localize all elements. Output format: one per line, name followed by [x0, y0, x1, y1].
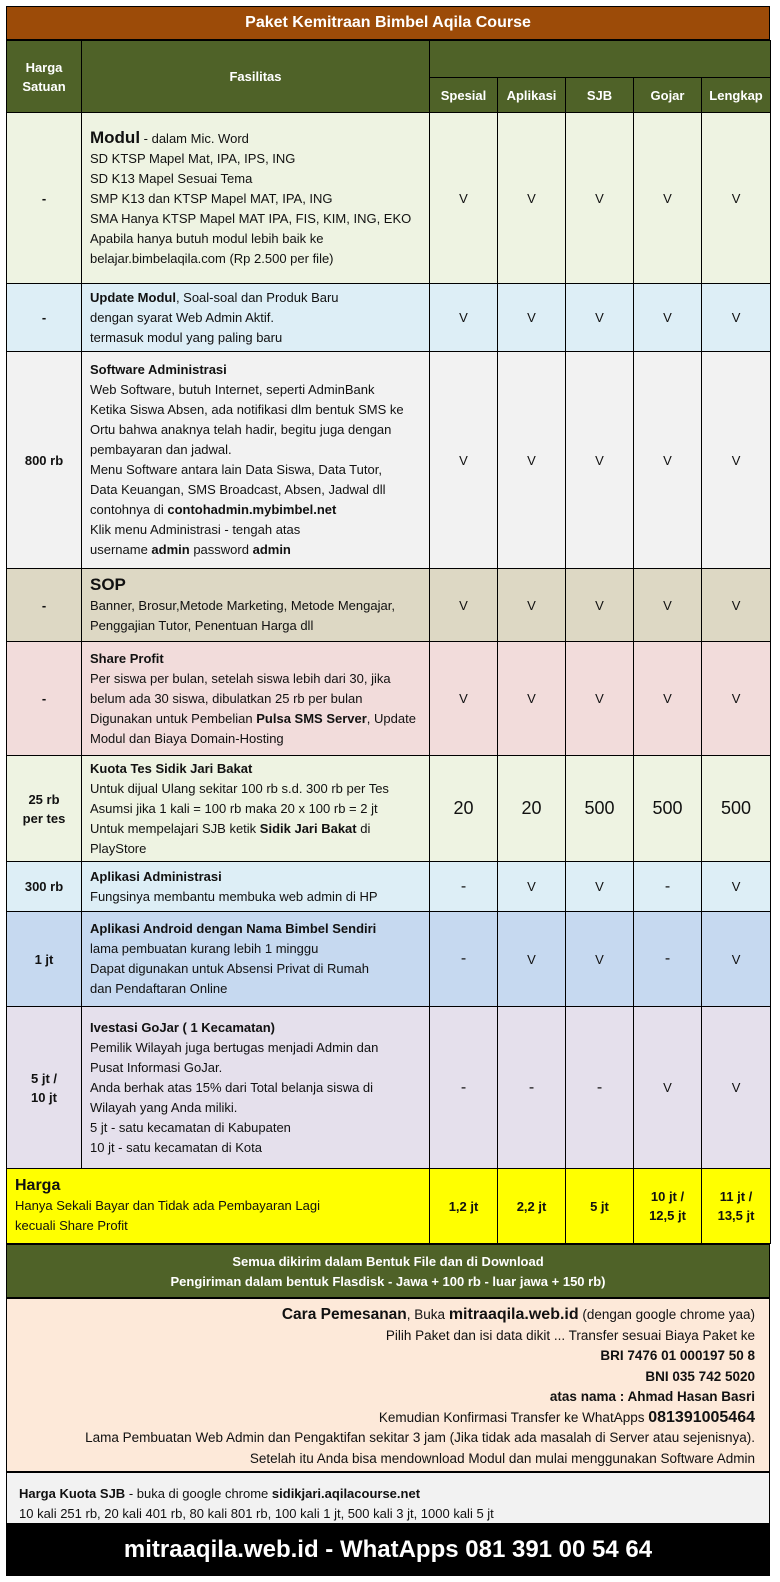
- shipping-info: Semua dikirim dalam Bentuk File dan di Download Pengiriman dalam bentuk Flasdisk - Jawa + 100 rb - luar jawa + 150 rb): [6, 1244, 770, 1298]
- header-harga-satuan: Harga Satuan: [7, 41, 82, 113]
- package-mark: -: [566, 1007, 634, 1169]
- unit-price: 800 rb: [7, 352, 82, 569]
- package-mark: V: [566, 569, 634, 642]
- demo-site-link[interactable]: contohadmin.mybimbel.net: [167, 502, 337, 517]
- package-mark: V: [430, 113, 498, 284]
- package-mark: V: [566, 284, 634, 352]
- package-price-lengkap: 11 jt / 13,5 jt: [702, 1169, 771, 1244]
- package-quota: 500: [634, 756, 702, 862]
- package-mark: -: [634, 862, 702, 912]
- facility-title: Share Profit: [90, 650, 164, 666]
- package-mark: V: [634, 1007, 702, 1169]
- demo-username: admin: [151, 542, 190, 557]
- package-mark: -: [430, 862, 498, 912]
- order-site-link[interactable]: mitraaqila.web.id: [448, 1306, 579, 1323]
- header-package-gojar: Gojar: [634, 78, 702, 113]
- table-row-sop: [7, 569, 771, 642]
- package-mark: V: [498, 113, 566, 284]
- facility-table: [6, 40, 771, 1244]
- unit-price: -: [7, 642, 82, 756]
- table-row-harga: [7, 1169, 771, 1244]
- facility-description: Ivestasi GoJar ( 1 Kecamatan) Pemilik Wilayah juga bertugas menjadi Admin dan Pusat Informasi GoJar. Anda berhak atas 15% dari Total belanja siswa di Wilayah yang Anda miliki. 5 jt - satu kecamatan di Kabupaten 10 jt - satu kecamatan di Kota: [82, 1007, 430, 1169]
- table-row-modul: [7, 113, 771, 284]
- unit-price: -: [7, 569, 82, 642]
- facility-description: Share Profit Per siswa per bulan, setelah siswa lebih dari 30, jika belum ada 30 siswa, dibulatkan 25 rb per bulan Digunakan untuk Pembelian Pulsa SMS Server, Update Modul dan Biaya Domain-Hosting: [82, 642, 430, 756]
- facility-title: Aplikasi Android dengan Nama Bimbel Sendiri: [90, 921, 377, 936]
- footer-contact: mitraaqila.web.id - WhatApps 081 391 00 54 64: [6, 1524, 770, 1576]
- package-mark: V: [498, 642, 566, 756]
- sheet-title: Paket Kemitraan Bimbel Aqila Course: [6, 6, 770, 40]
- facility-description: Software Administrasi Web Software, butuh Internet, seperti AdminBank Ketika Siswa Absen, ada notifikasi dlm bentuk SMS ke Ortu bahwa anaknya telah hadir, begitu juga dengan pembayaran dan jadwal. Menu Software antara lain Data Siswa, Data Tutor, Data Keuangan, SMS Broadcast, Absen, Jadwal dll contohnya di contohadmin.mybimbel.net Klik menu Administrasi - tengah atas username admin password admin: [82, 352, 430, 569]
- unit-price: 5 jt / 10 jt: [7, 1007, 82, 1169]
- unit-price: -: [7, 284, 82, 352]
- package-mark: -: [634, 912, 702, 1007]
- package-mark: V: [566, 352, 634, 569]
- kuota-price-list: 10 kali 251 rb, 20 kali 401 rb, 80 kali 801 rb, 100 kali 1 jt, 500 kali 3 jt, 1000 kali 5 jt: [19, 1506, 494, 1521]
- price-sheet: [6, 6, 770, 1576]
- package-mark: V: [566, 912, 634, 1007]
- package-price-gojar: 10 jt / 12,5 jt: [634, 1169, 702, 1244]
- package-mark: V: [498, 862, 566, 912]
- package-mark: V: [634, 642, 702, 756]
- header-package-sjb: SJB: [566, 78, 634, 113]
- order-heading: Cara Pemesanan, Buka mitraaqila.web.id (dengan google chrome yaa): [281, 1306, 755, 1323]
- facility-title: Update Modul: [90, 289, 176, 305]
- package-quota: 500: [566, 756, 634, 862]
- table-row-kuota-tes: [7, 756, 771, 862]
- package-mark: V: [702, 284, 771, 352]
- package-mark: V: [498, 912, 566, 1007]
- package-mark: V: [430, 642, 498, 756]
- package-mark: V: [498, 284, 566, 352]
- package-mark: V: [634, 569, 702, 642]
- package-mark: V: [498, 352, 566, 569]
- unit-price: -: [7, 113, 82, 284]
- package-mark: V: [702, 1007, 771, 1169]
- package-mark: V: [634, 113, 702, 284]
- order-instructions: Cara Pemesanan, Buka mitraaqila.web.id (dengan google chrome yaa) Pilih Paket dan isi data dikit ... Transfer sesuai Biaya Paket ke BRI 7476 01 000197 50 8 BNI 035 742 5020 atas nama : Ahmad Hasan Basri Kemudian Konfirmasi Transfer ke WhatApps 081391005464 Lama Pembuatan Web Admin dan Pengaktifan sekitar 3 jam (Jika tidak ada masalah di Server atau sejenisnya). Setelah itu Anda bisa mendownload Modul dan mulai menggunakan Software Admin: [6, 1298, 770, 1472]
- table-row-aplikasi-android: [7, 912, 771, 1007]
- package-mark: -: [430, 912, 498, 1007]
- package-mark: -: [430, 1007, 498, 1169]
- facility-title: Aplikasi Administrasi: [90, 868, 222, 884]
- table-row-aplikasi-administrasi: [7, 862, 771, 912]
- facility-description: Aplikasi Android dengan Nama Bimbel Sendiri lama pembuatan kurang lebih 1 minggu Dapat digunakan untuk Absensi Privat di Rumah dan Pendaftaran Online: [82, 912, 430, 1007]
- package-mark: V: [430, 284, 498, 352]
- account-name: atas nama : Ahmad Hasan Basri: [549, 1389, 755, 1404]
- package-mark: V: [566, 113, 634, 284]
- facility-description: Aplikasi Administrasi Fungsinya membantu membuka web admin di HP: [82, 862, 430, 912]
- unit-price: 300 rb: [7, 862, 82, 912]
- facility-description: Update Modul, Soal-soal dan Produk Baru dengan syarat Web Admin Aktif. termasuk modul yang paling baru: [82, 284, 430, 352]
- kuota-sjb-info: Harga Kuota SJB - buka di google chrome sidikjari.aqilacourse.net 10 kali 251 rb, 20 kali 401 rb, 80 kali 801 rb, 100 kali 1 jt, 500 kali 3 jt, 1000 kali 5 jt: [6, 1472, 770, 1524]
- package-mark: V: [702, 113, 771, 284]
- package-mark: V: [702, 642, 771, 756]
- package-price-aplikasi: 2,2 jt: [498, 1169, 566, 1244]
- package-mark: V: [430, 569, 498, 642]
- unit-price: 25 rb per tes: [7, 756, 82, 862]
- confirm-line: Kemudian Konfirmasi Transfer ke WhatApps 081391005464: [378, 1408, 755, 1426]
- package-quota: 20: [498, 756, 566, 862]
- sjb-site-link[interactable]: sidikjari.aqilacourse.net: [271, 1486, 421, 1501]
- package-quota: 500: [702, 756, 771, 862]
- facility-description: Kuota Tes Sidik Jari Bakat Untuk dijual Ulang sekitar 100 rb s.d. 300 rb per Tes Asumsi jika 1 kali = 100 rb maka 20 x 100 rb = 2 jt Untuk mempelajari SJB ketik Sidik Jari Bakat di PlayStore: [82, 756, 430, 862]
- facility-title: Kuota Tes Sidik Jari Bakat: [90, 760, 253, 776]
- package-mark: V: [498, 569, 566, 642]
- facility-title: Modul: [90, 127, 141, 147]
- package-mark: V: [702, 569, 771, 642]
- bank-bni: BNI 035 742 5020: [645, 1368, 755, 1384]
- facility-title: Ivestasi GoJar ( 1 Kecamatan): [90, 1019, 275, 1035]
- unit-price: 1 jt: [7, 912, 82, 1007]
- bank-bri: BRI 7476 01 000197 50 8: [600, 1348, 755, 1363]
- package-mark: V: [566, 862, 634, 912]
- header-package-spesial: Spesial: [430, 78, 498, 113]
- table-row-update-modul: [7, 284, 771, 352]
- package-price-sjb: 5 jt: [566, 1169, 634, 1244]
- facility-title: SOP: [90, 574, 126, 594]
- header-package-band: [430, 41, 771, 78]
- harga-title: Harga: [15, 1177, 61, 1194]
- package-mark: V: [634, 352, 702, 569]
- package-mark: V: [430, 352, 498, 569]
- table-row-software-administrasi: [7, 352, 771, 569]
- table-row-investasi-gojar: [7, 1007, 771, 1169]
- facility-description: SOP Banner, Brosur,Metode Marketing, Metode Mengajar, Penggajian Tutor, Penentuan Harga dll: [82, 569, 430, 642]
- package-mark: V: [702, 352, 771, 569]
- header-fasilitas: Fasilitas: [82, 41, 430, 113]
- package-mark: V: [702, 912, 771, 1007]
- facility-title: Software Administrasi: [90, 362, 227, 377]
- package-mark: V: [566, 642, 634, 756]
- package-mark: V: [634, 284, 702, 352]
- header-package-lengkap: Lengkap: [702, 78, 771, 113]
- facility-description: Modul - dalam Mic. Word SD KTSP Mapel Mat, IPA, IPS, ING SD K13 Mapel Sesuai Tema SMP K13 dan KTSP Mapel MAT, IPA, ING SMA Hanya KTSP Mapel MAT IPA, FIS, KIM, ING, EKO Apabila hanya butuh modul lebih baik ke belajar.bimbelaqila.com (Rp 2.500 per file): [82, 113, 430, 284]
- demo-password: admin: [252, 542, 291, 557]
- whatsapp-number[interactable]: 081391005464: [648, 1408, 755, 1426]
- package-quota: 20: [430, 756, 498, 862]
- harga-description: Harga Hanya Sekali Bayar dan Tidak ada Pembayaran Lagi kecuali Share Profit: [7, 1169, 430, 1244]
- table-row-share-profit: [7, 642, 771, 756]
- package-mark: V: [702, 862, 771, 912]
- package-price-spesial: 1,2 jt: [430, 1169, 498, 1244]
- package-mark: -: [498, 1007, 566, 1169]
- header-package-aplikasi: Aplikasi: [498, 78, 566, 113]
